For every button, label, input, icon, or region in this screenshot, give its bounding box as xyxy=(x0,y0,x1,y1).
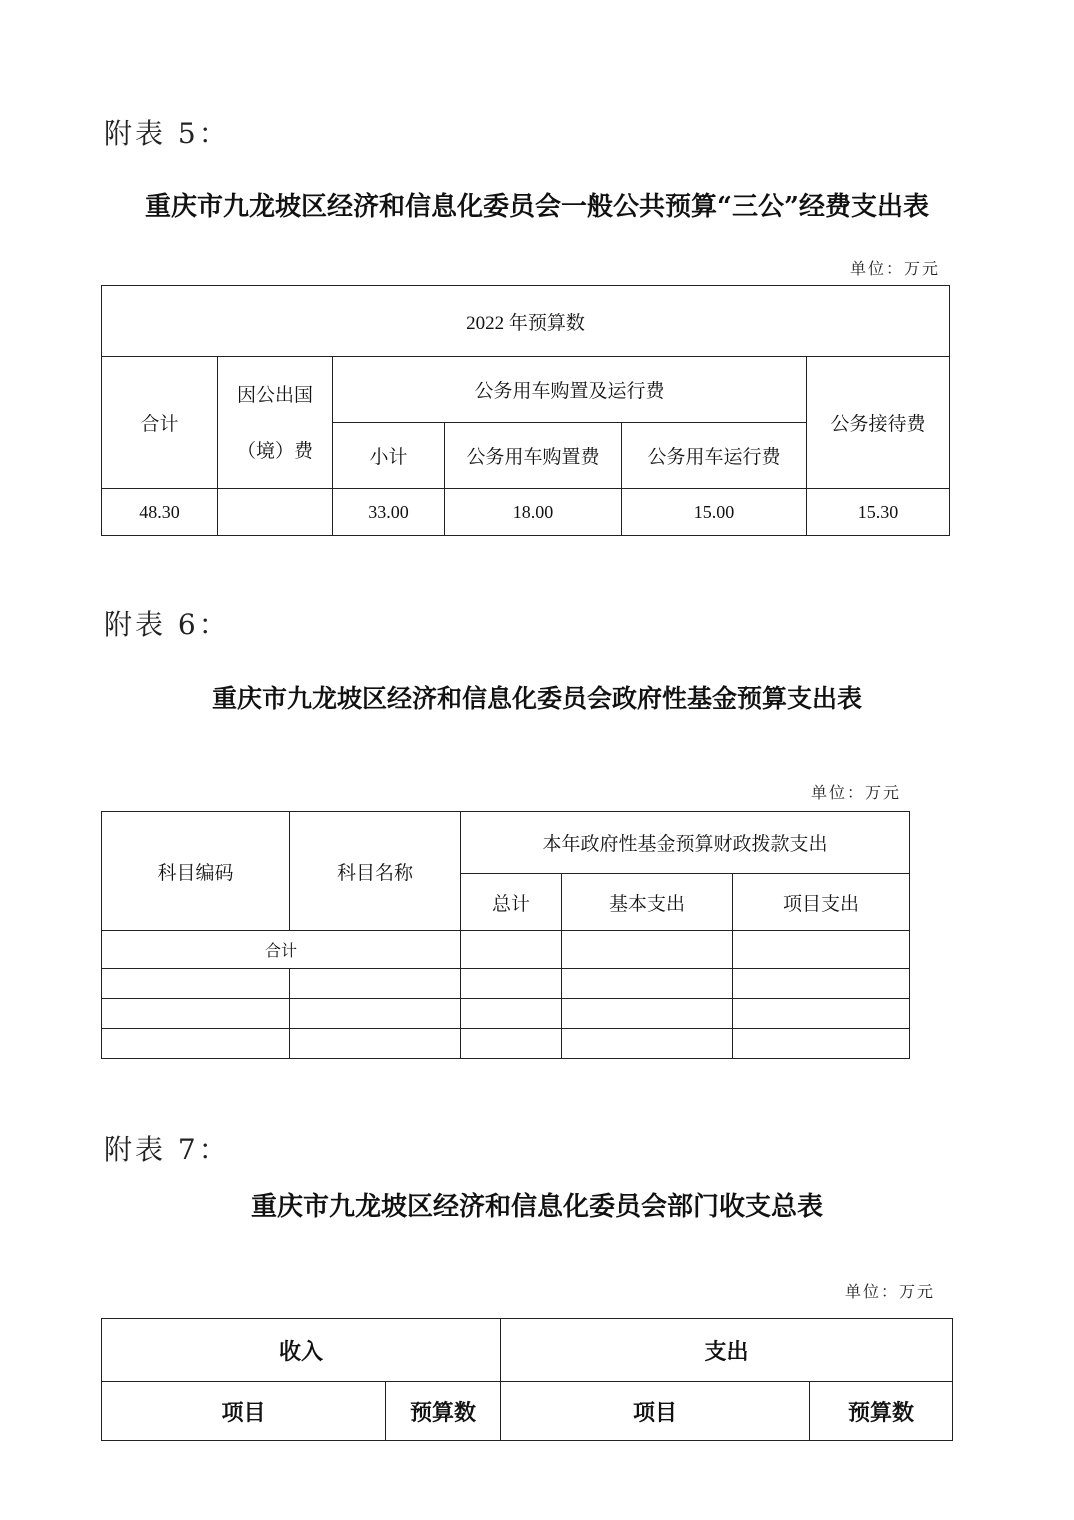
table7-unit: 单位：万元 xyxy=(845,1282,936,1301)
table5-unit: 单位：万元 xyxy=(850,259,941,278)
table6-total-row-label: 合计 xyxy=(102,931,461,969)
table6-name-header: 科目名称 xyxy=(290,812,461,931)
table6-government-fund-budget xyxy=(101,811,910,1059)
table5-reception-value: 15.30 xyxy=(807,489,950,536)
table7-title: 重庆市九龙坡区经济和信息化委员会部门收支总表 xyxy=(250,1192,823,1222)
table5-overseas-header-line1: 因公出国 xyxy=(236,383,313,406)
table6-title: 重庆市九龙坡区经济和信息化委员会政府性基金预算支出表 xyxy=(211,684,862,713)
table6-total-row-cell xyxy=(733,931,910,969)
table5-three-public-expenses xyxy=(101,285,950,536)
table6-empty-cell xyxy=(733,1029,910,1059)
table7-income-item-header: 项目 xyxy=(102,1382,386,1441)
table6-project-header: 项目支出 xyxy=(733,874,910,931)
appendix-5-label: 附表 5： xyxy=(104,117,230,150)
table7-income-budget-header: 预算数 xyxy=(386,1382,501,1441)
table6-empty-cell xyxy=(562,999,733,1029)
table6-empty-cell xyxy=(290,969,461,999)
table5-vehicle-purchase-value: 18.00 xyxy=(445,489,622,536)
table6-empty-cell xyxy=(102,1029,290,1059)
table5-reception-header: 公务接待费 xyxy=(807,357,950,489)
table5-budget-year-header: 2022 年预算数 xyxy=(102,286,950,357)
table6-empty-cell xyxy=(461,969,562,999)
table6-empty-cell xyxy=(733,999,910,1029)
appendix-7-label: 附表 7： xyxy=(104,1133,230,1166)
table5-subtotal-header: 小计 xyxy=(333,423,445,489)
table5-total-header: 合计 xyxy=(102,357,218,489)
table7-income-header: 收入 xyxy=(102,1319,501,1382)
table5-vehicle-header: 公务用车购置及运行费 xyxy=(333,357,807,423)
table6-basic-header: 基本支出 xyxy=(562,874,733,931)
table5-vehicle-operation-value: 15.00 xyxy=(622,489,807,536)
table6-empty-cell xyxy=(102,999,290,1029)
table6-total-header: 总计 xyxy=(461,874,562,931)
table6-empty-cell xyxy=(290,999,461,1029)
table6-empty-cell xyxy=(102,969,290,999)
table6-total-row-cell xyxy=(562,931,733,969)
table6-empty-cell xyxy=(290,1029,461,1059)
table7-expense-item-header: 项目 xyxy=(501,1382,810,1441)
table6-empty-cell xyxy=(461,1029,562,1059)
table5-subtotal-value: 33.00 xyxy=(333,489,445,536)
table6-empty-cell xyxy=(562,1029,733,1059)
table6-appropriation-header: 本年政府性基金预算财政拨款支出 xyxy=(461,812,910,874)
table5-total-value: 48.30 xyxy=(102,489,218,536)
table6-unit: 单位：万元 xyxy=(811,783,902,802)
table7-expense-budget-header: 预算数 xyxy=(810,1382,953,1441)
appendix-6-label: 附表 6： xyxy=(104,608,230,641)
table5-overseas-value xyxy=(218,489,333,536)
table5-vehicle-operation-header: 公务用车运行费 xyxy=(622,423,807,489)
table5-overseas-header xyxy=(218,357,333,489)
table6-total-row-cell xyxy=(461,931,562,969)
table6-empty-cell xyxy=(733,969,910,999)
table5-overseas-header-line2: （境）费 xyxy=(236,439,313,462)
table6-empty-cell xyxy=(461,999,562,1029)
table7-income-expense-summary xyxy=(101,1318,953,1441)
table5-vehicle-purchase-header: 公务用车购置费 xyxy=(445,423,622,489)
table7-expense-header: 支出 xyxy=(501,1319,953,1382)
table6-code-header: 科目编码 xyxy=(102,812,290,931)
table6-empty-cell xyxy=(562,969,733,999)
table5-title: 重庆市九龙坡区经济和信息化委员会一般公共预算“三公”经费支出表 xyxy=(145,192,929,222)
